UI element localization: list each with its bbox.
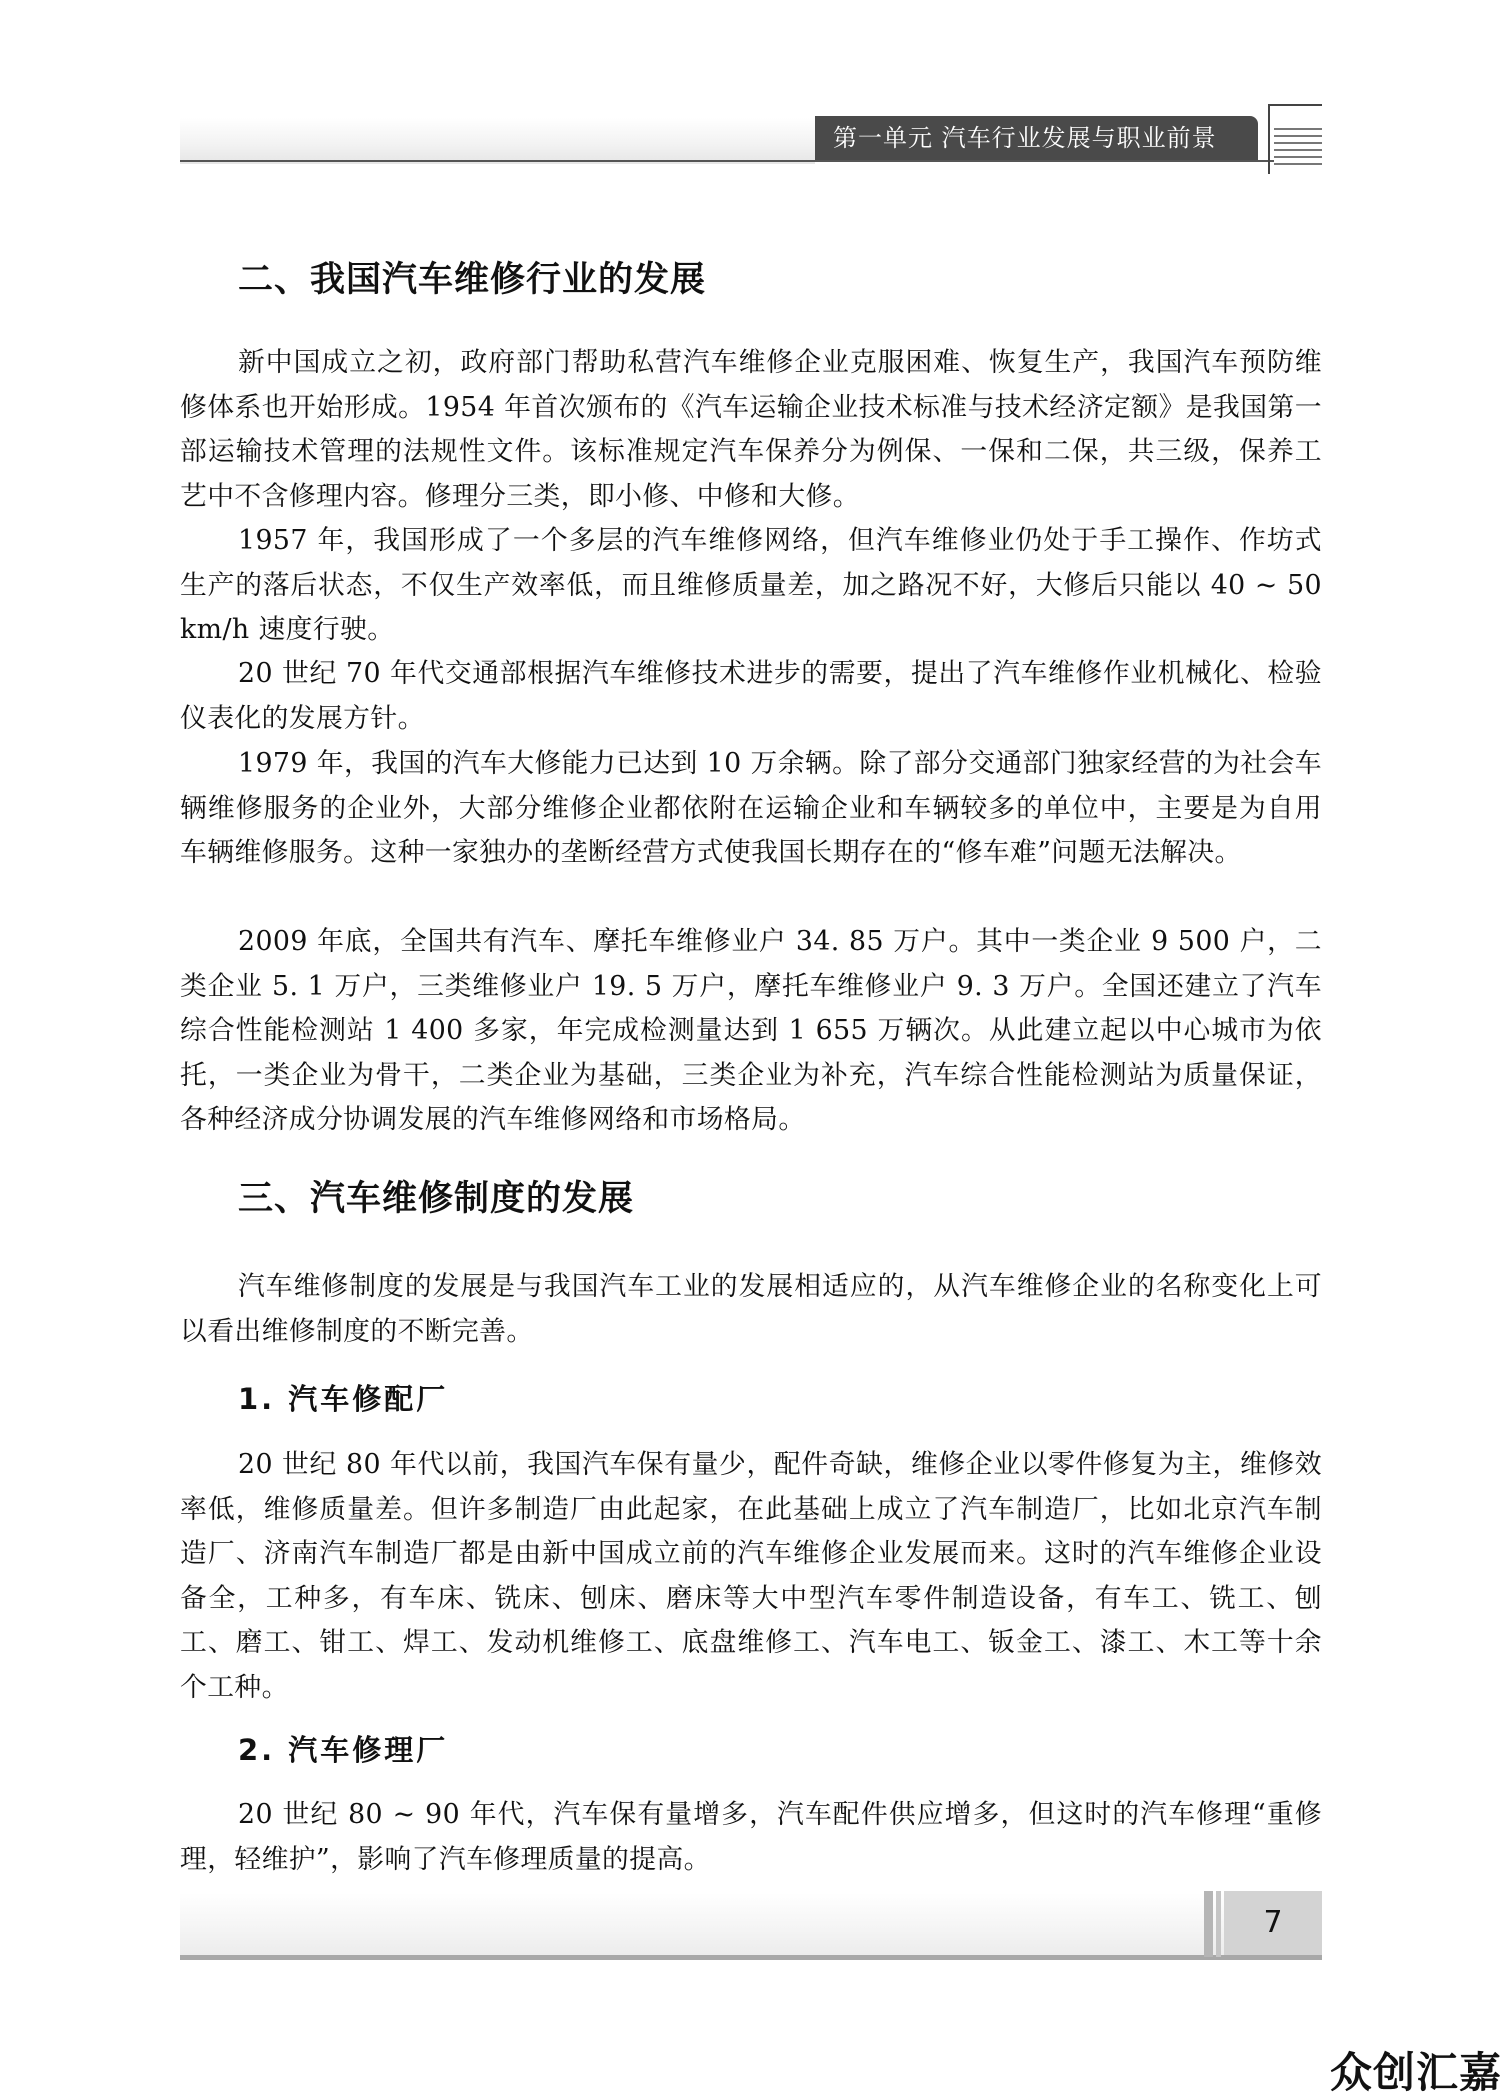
section-heading: 三、汽车维修制度的发展 — [238, 1179, 635, 1219]
paragraph: 1979 年，我国的汽车大修能力已达到 10 万余辆。除了部分交通部门独家经营的为社会车辆维修服务的企业外，大部分维修企业都依附在运输企业和车辆较多的单位中，主要是为自用车辆维修服务。这种一家独办的垄断经营方式使我国长期存在的“修车难”问题无法解决。 — [180, 748, 1322, 869]
paragraph: 新中国成立之初，政府部门帮助私营汽车维修企业克服困难、恢复生产，我国汽车预防维修体系也开始形成。1954 年首次颁布的《汽车运输企业技术标准与技术经济定额》是我国第一部运输技术管理的法规性文件。该标准规定汽车保养分为例保、一保和二保，共三级，保养工艺中不含修理内容。修理分三类，即小修、中修和大修。 — [180, 347, 1322, 512]
paragraph: 汽车维修制度的发展是与我国汽车工业的发展相适应的，从汽车维修企业的名称变化上可以看出维修制度的不断完善。 — [180, 1271, 1322, 1347]
header-corner-ornament — [1268, 104, 1270, 174]
header-corner-ornament — [1268, 104, 1322, 106]
subsection-heading: 2. 汽车修理厂 — [238, 1733, 449, 1767]
paragraph: 20 世纪 80 年代以前，我国汽车保有量少，配件奇缺，维修企业以零件修复为主，维修效率低，维修质量差。但许多制造厂由此起家，在此基础上成立了汽车制造厂，比如北京汽车制造厂、济南汽车制造厂都是由新中国成立前的汽车维修企业发展而来。这时的汽车维修企业设备全，工种多，有车床、铣床、刨床、磨床等大中型汽车零件制造设备，有车工、铣工、刨工、磨工、钳工、焊工、发动机维修工、底盘维修工、汽车电工、钣金工、漆工、木工等十余个工种。 — [180, 1449, 1322, 1703]
footer-stripe — [1204, 1891, 1213, 1957]
section-heading: 二、我国汽车维修行业的发展 — [238, 260, 707, 300]
footer-stripe — [1216, 1891, 1221, 1957]
paragraph: 2009 年底，全国共有汽车、摩托车维修业户 34. 85 万户。其中一类企业 9 500 户，二类企业 5. 1 万户，三类维修业户 19. 5 万户，摩托车维修业户 9. 3 万户。全国还建立了汽车综合性能检测站 1 400 多家，年完成检测量达到 1 655 万辆次。从此建立起以中心城市为依托，一类企业为骨干，二类企业为基础，三类企业为补充，汽车综合性能检测站为质量保证，各种经济成分协调发展的汽车维修网络和市场格局。 — [180, 926, 1322, 1136]
subsection-heading: 1. 汽车修配厂 — [238, 1382, 449, 1416]
page-number: 7 — [1224, 1891, 1322, 1955]
running-title: 第一单元 汽车行业发展与职业前景 — [815, 116, 1258, 160]
watermark-logo: 众创汇嘉 — [1330, 2048, 1503, 2097]
footer-rule — [180, 1955, 1322, 1960]
header-rule — [180, 160, 1322, 162]
paragraph: 20 世纪 80 ~ 90 年代，汽车保有量增多，汽车配件供应增多，但这时的汽车修理“重修理，轻维护”，影响了汽车修理质量的提高。 — [180, 1799, 1322, 1875]
paragraph: 20 世纪 70 年代交通部根据汽车维修技术进步的需要，提出了汽车维修作业机械化、检验仪表化的发展方针。 — [180, 658, 1322, 734]
paragraph: 1957 年，我国形成了一个多层的汽车维修网络，但汽车维修业仍处于手工操作、作坊式生产的落后状态，不仅生产效率低，而且维修质量差，加之路况不好，大修后只能以 40 ~ 50 km/h 速度行驶。 — [180, 525, 1322, 646]
header-band — [180, 118, 815, 164]
header-corner-stripes — [1274, 128, 1322, 168]
footer-bar — [180, 1893, 1322, 1955]
